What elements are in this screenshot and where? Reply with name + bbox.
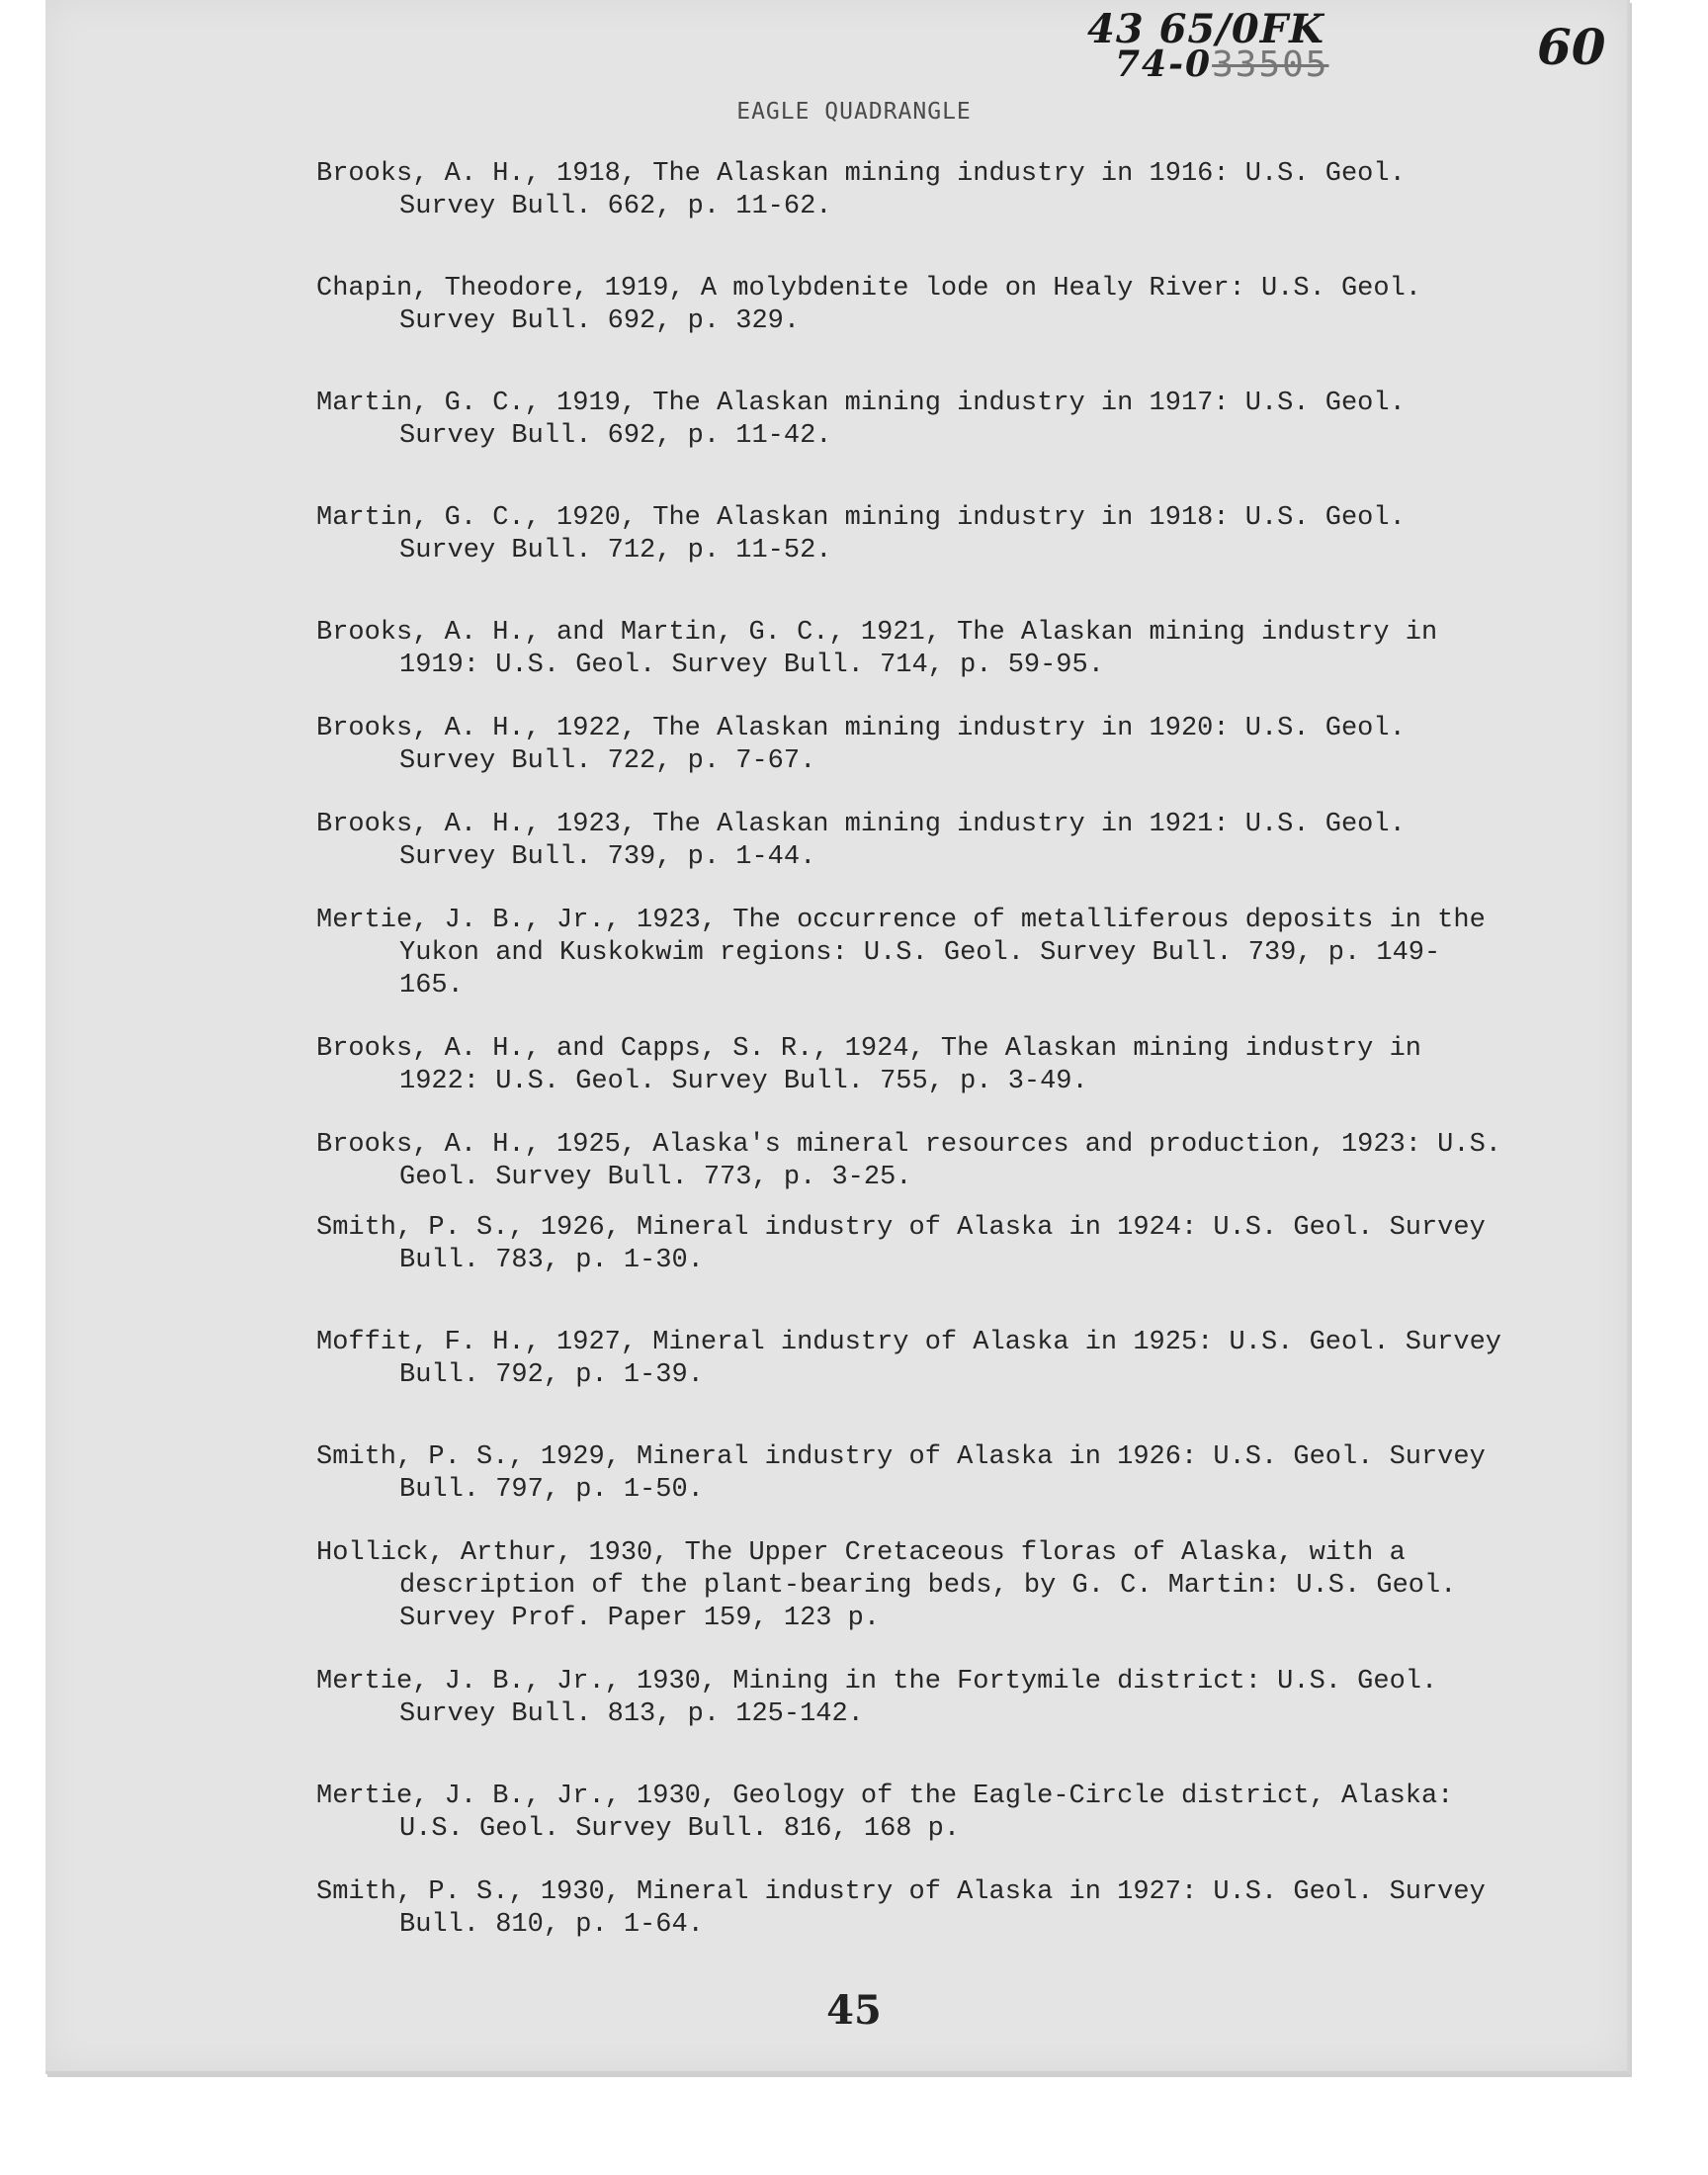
reference-item: Brooks, A. H., 1922, The Alaskan mining industry in 1920: U.S. Geol. Survey Bull. 722, p. 7-67.	[316, 714, 1406, 776]
struck-out-number: 33505	[1212, 44, 1329, 85]
reference-item: Hollick, Arthur, 1930, The Upper Cretaceous floras of Alaska, with a description of the plant-bearing beds, by G. C. Martin: U.S. Geol. Survey Prof. Paper 159, 123 p.	[316, 1538, 1457, 1633]
page-heading: EAGLE QUADRANGLE	[736, 99, 972, 125]
reference-item: Brooks, A. H., 1923, The Alaskan mining industry in 1921: U.S. Geol. Survey Bull. 739, p. 1-44.	[316, 810, 1406, 872]
reference-item: Chapin, Theodore, 1919, A molybdenite lode on Healy River: U.S. Geol. Survey Bull. 692, p. 329.	[316, 274, 1421, 336]
handwritten-reference-number: 43 65/0FK	[1087, 6, 1324, 52]
reference-item: Moffit, F. H., 1927, Mineral industry of Alaska in 1925: U.S. Geol. Survey Bull. 792, p. 1-39.	[316, 1328, 1501, 1390]
reference-item: Brooks, A. H., and Martin, G. C., 1921, The Alaskan mining industry in 1919: U.S. Geol. Survey Bull. 714, p. 59-95.	[316, 618, 1438, 680]
reference-item: Brooks, A. H., 1925, Alaska's mineral resources and production, 1923: U.S. Geol. Survey Bull. 773, p. 3-25.	[316, 1130, 1501, 1192]
reference-item: Martin, G. C., 1920, The Alaskan mining industry in 1918: U.S. Geol. Survey Bull. 712, p. 11-52.	[316, 503, 1406, 566]
reference-item: Mertie, J. B., Jr., 1923, The occurrence of metalliferous deposits in the Yukon and Kuskokwim regions: U.S. Geol. Survey Bull. 739, p. 149-165.	[316, 906, 1486, 1000]
reference-item: Smith, P. S., 1929, Mineral industry of Alaska in 1926: U.S. Geol. Survey Bull. 797, p. 1-50.	[316, 1442, 1486, 1505]
reference-item: Smith, P. S., 1926, Mineral industry of Alaska in 1924: U.S. Geol. Survey Bull. 783, p. 1-30.	[316, 1213, 1486, 1275]
reference-item: Martin, G. C., 1919, The Alaskan mining industry in 1917: U.S. Geol. Survey Bull. 692, p. 11-42.	[316, 389, 1406, 451]
reference-item: Brooks, A. H., and Capps, S. R., 1924, The Alaskan mining industry in 1922: U.S. Geol. Survey Bull. 755, p. 3-49.	[316, 1034, 1421, 1096]
handwritten-reference-number-2	[1115, 44, 1328, 85]
reference-item: Mertie, J. B., Jr., 1930, Geology of the Eagle-Circle district, Alaska: U.S. Geol. Survey Bull. 816, 168 p.	[316, 1782, 1454, 1844]
reference-list	[316, 158, 1502, 1972]
reference-item: Brooks, A. H., 1918, The Alaskan mining industry in 1916: U.S. Geol. Survey Bull. 662, p. 11-62.	[316, 159, 1406, 221]
reference-item: Mertie, J. B., Jr., 1930, Mining in the Fortymile district: U.S. Geol. Survey Bull. 813, p. 125-142.	[316, 1667, 1438, 1729]
handwritten-reference-prefix: 74-0	[1115, 44, 1213, 85]
page-number: 45	[826, 1987, 882, 2034]
reference-item: Smith, P. S., 1930, Mineral industry of Alaska in 1927: U.S. Geol. Survey Bull. 810, p. 1-64.	[316, 1877, 1486, 1940]
handwritten-page-mark: 60	[1537, 18, 1606, 76]
